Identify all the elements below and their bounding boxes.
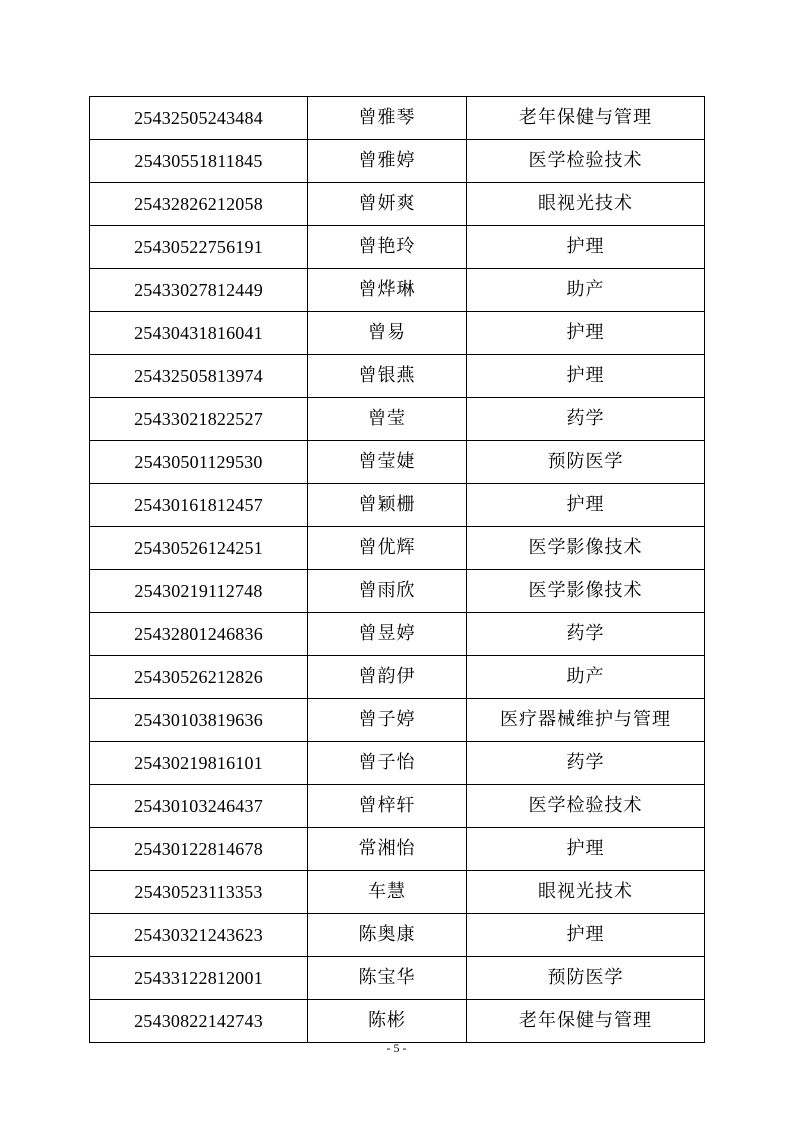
table-row [90, 742, 705, 785]
major-cell: 医学影像技术 [467, 527, 705, 570]
major-cell: 医学影像技术 [467, 570, 705, 613]
student-name-cell: 曾烨琳 [308, 269, 467, 312]
student-name-cell: 曾妍爽 [308, 183, 467, 226]
major-cell: 药学 [467, 742, 705, 785]
student-name-cell: 陈宝华 [308, 957, 467, 1000]
major-cell: 护理 [467, 828, 705, 871]
student-name-cell: 曾雨欣 [308, 570, 467, 613]
table-row [90, 527, 705, 570]
table-row [90, 957, 705, 1000]
table-row [90, 183, 705, 226]
candidate-number-cell: 25432505243484 [90, 97, 308, 140]
major-cell: 医学检验技术 [467, 785, 705, 828]
table-row [90, 613, 705, 656]
table-row [90, 355, 705, 398]
major-cell: 预防医学 [467, 441, 705, 484]
table-row [90, 570, 705, 613]
student-name-cell: 曾韵伊 [308, 656, 467, 699]
major-cell: 护理 [467, 355, 705, 398]
student-name-cell: 曾雅琴 [308, 97, 467, 140]
candidate-number-cell: 25432801246836 [90, 613, 308, 656]
student-name-cell: 曾梓轩 [308, 785, 467, 828]
candidate-number-cell: 25433122812001 [90, 957, 308, 1000]
student-name-cell: 曾莹 [308, 398, 467, 441]
student-name-cell: 曾子怡 [308, 742, 467, 785]
major-cell: 助产 [467, 656, 705, 699]
candidate-number-cell: 25430523113353 [90, 871, 308, 914]
major-cell: 助产 [467, 269, 705, 312]
candidate-number-cell: 25432505813974 [90, 355, 308, 398]
major-cell: 眼视光技术 [467, 183, 705, 226]
major-cell: 预防医学 [467, 957, 705, 1000]
table-row [90, 1000, 705, 1043]
table-row [90, 699, 705, 742]
student-name-cell: 陈奥康 [308, 914, 467, 957]
page-number: - 5 - [386, 1041, 407, 1055]
student-name-cell: 曾莹婕 [308, 441, 467, 484]
candidate-number-cell: 25430321243623 [90, 914, 308, 957]
table-row [90, 226, 705, 269]
major-cell: 护理 [467, 226, 705, 269]
candidate-number-cell: 25430219816101 [90, 742, 308, 785]
major-cell: 老年保健与管理 [467, 1000, 705, 1043]
major-cell: 护理 [467, 484, 705, 527]
student-name-cell: 曾艳玲 [308, 226, 467, 269]
student-name-cell: 曾颖栅 [308, 484, 467, 527]
table-row [90, 398, 705, 441]
candidate-number-cell: 25430551811845 [90, 140, 308, 183]
student-name-cell: 陈彬 [308, 1000, 467, 1043]
table-row [90, 140, 705, 183]
major-cell: 药学 [467, 398, 705, 441]
major-cell: 眼视光技术 [467, 871, 705, 914]
candidate-number-cell: 25430122814678 [90, 828, 308, 871]
major-cell: 医疗器械维护与管理 [467, 699, 705, 742]
candidate-number-cell: 25432826212058 [90, 183, 308, 226]
table-row [90, 312, 705, 355]
table-row [90, 269, 705, 312]
table-row [90, 828, 705, 871]
major-cell: 护理 [467, 312, 705, 355]
table-row [90, 914, 705, 957]
student-name-cell: 曾优辉 [308, 527, 467, 570]
candidate-number-cell: 25430822142743 [90, 1000, 308, 1043]
student-name-cell: 曾子婷 [308, 699, 467, 742]
major-cell: 药学 [467, 613, 705, 656]
candidate-number-cell: 25430526212826 [90, 656, 308, 699]
candidate-number-cell: 25430103246437 [90, 785, 308, 828]
major-cell: 护理 [467, 914, 705, 957]
student-name-cell: 车慧 [308, 871, 467, 914]
table-row [90, 441, 705, 484]
candidate-number-cell: 25430161812457 [90, 484, 308, 527]
table-row [90, 97, 705, 140]
candidate-number-cell: 25430501129530 [90, 441, 308, 484]
candidate-number-cell: 25433021822527 [90, 398, 308, 441]
student-name-cell: 曾昱婷 [308, 613, 467, 656]
candidate-number-cell: 25430431816041 [90, 312, 308, 355]
candidate-number-cell: 25430522756191 [90, 226, 308, 269]
candidate-number-cell: 25430526124251 [90, 527, 308, 570]
student-name-cell: 曾雅婷 [308, 140, 467, 183]
table-row [90, 656, 705, 699]
candidate-number-cell: 25430103819636 [90, 699, 308, 742]
table-row [90, 871, 705, 914]
student-table-body [90, 97, 705, 1043]
major-cell: 老年保健与管理 [467, 97, 705, 140]
student-table [89, 96, 705, 1043]
candidate-number-cell: 25433027812449 [90, 269, 308, 312]
table-row [90, 785, 705, 828]
major-cell: 医学检验技术 [467, 140, 705, 183]
candidate-number-cell: 25430219112748 [90, 570, 308, 613]
student-name-cell: 曾银燕 [308, 355, 467, 398]
table-row [90, 484, 705, 527]
student-name-cell: 曾易 [308, 312, 467, 355]
student-name-cell: 常湘怡 [308, 828, 467, 871]
